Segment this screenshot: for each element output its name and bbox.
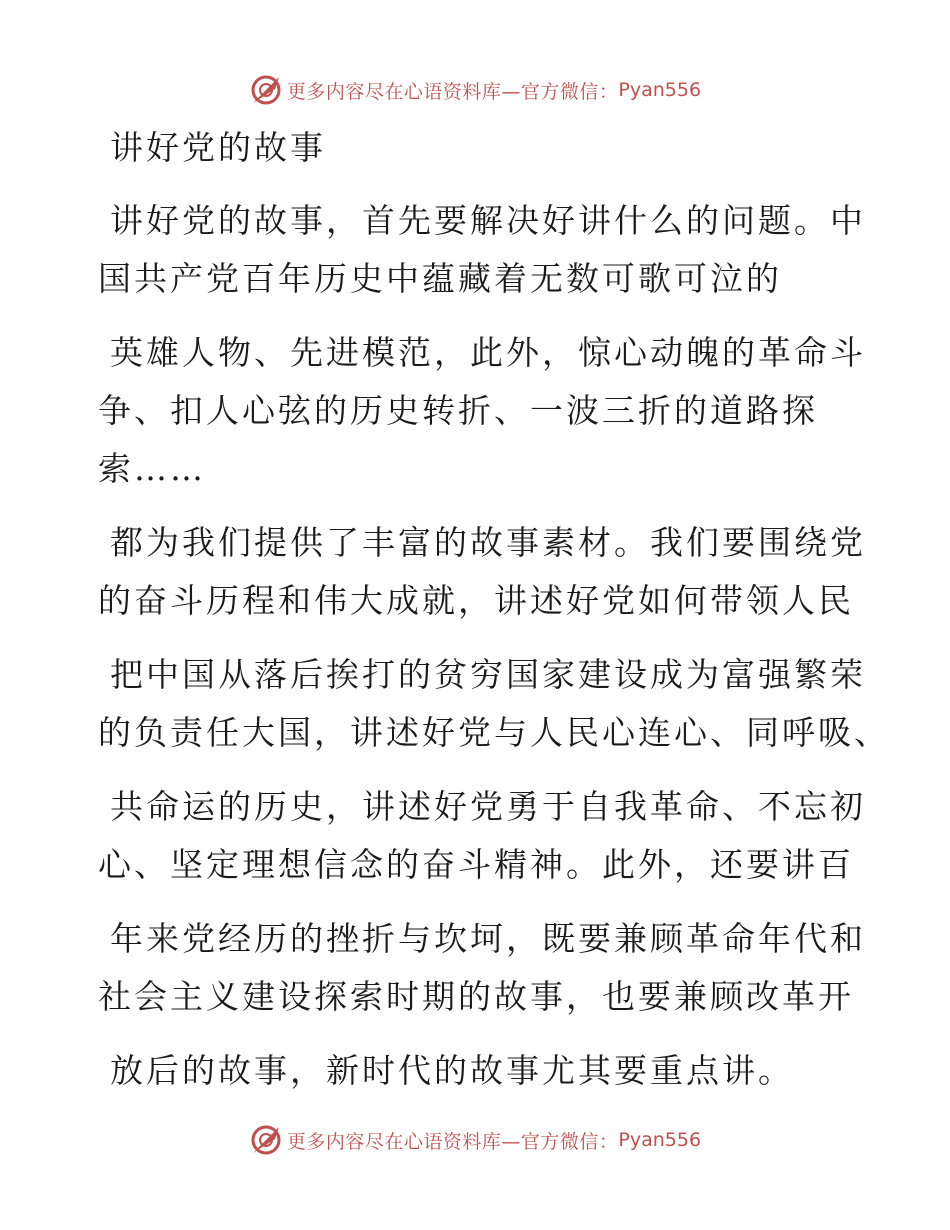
banner-text: 更多内容尽在心语资料库—官方微信： [286,80,619,103]
text-line: 争、扣人心弦的历史转折、一波三折的道路探 [98,391,818,430]
text-line: 都为我们提供了丰富的故事素材。我们要围绕党 [110,523,866,562]
text-line: 放后的故事，新时代的故事尤其要重点讲。 [110,1051,794,1090]
text-line: 的奋斗历程和伟大成就，讲述好党如何带领人民 [98,581,854,620]
banner-contact: Pyan556 [618,79,702,101]
text-line: 国共产党百年历史中蕴藏着无数可歌可泣的 [98,259,782,298]
text-line: 讲好党的故事，首先要解决好讲什么的问题。中 [110,201,866,240]
text-line: 心、坚定理想信念的奋斗精神。此外，还要讲百 [98,845,854,884]
text-line: 把中国从落后挨打的贫穷国家建设成为富强繁荣 [110,655,866,694]
banner-text: 更多内容尽在心语资料库—官方微信： [286,1130,619,1153]
document-title: 讲好党的故事 [110,128,326,167]
text-line: 索…… [98,449,206,488]
text-line: 年来党经历的挫折与坎坷，既要兼顾革命年代和 [110,919,866,958]
quill-logo-icon [249,1123,283,1157]
header-banner [0,70,950,110]
footer-banner [0,1120,950,1160]
text-line: 英雄人物、先进模范，此外，惊心动魄的革命斗 [110,333,866,372]
text-line: 的负责任大国，讲述好党与人民心连心、同呼吸、 [98,713,890,752]
quill-logo-icon [249,73,283,107]
text-line: 社会主义建设探索时期的故事，也要兼顾改革开 [98,977,854,1016]
text-line: 共命运的历史，讲述好党勇于自我革命、不忘初 [110,787,866,826]
banner-contact: Pyan556 [618,1129,702,1151]
